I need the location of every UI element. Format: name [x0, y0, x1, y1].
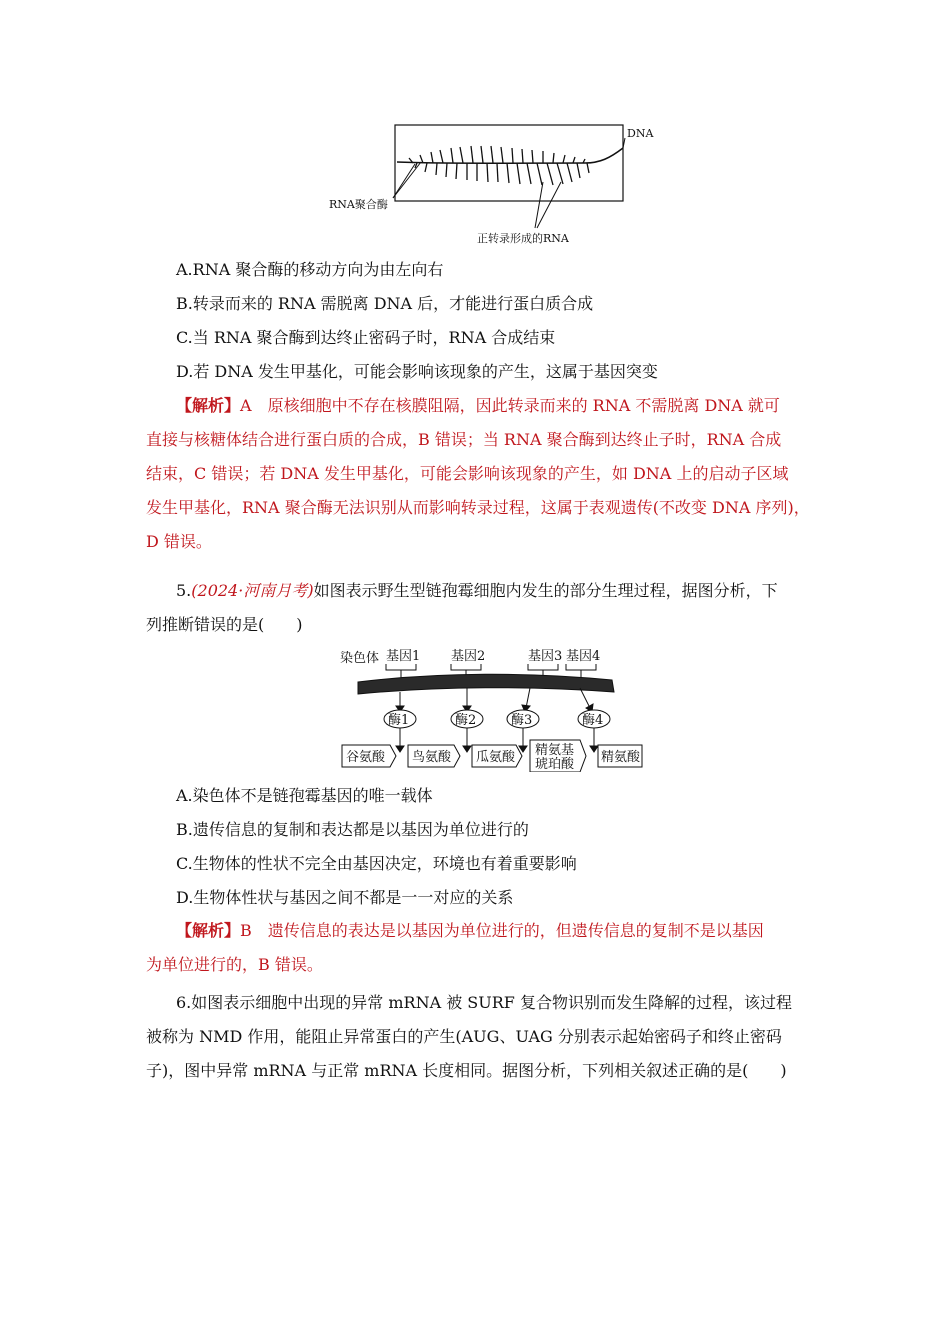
q6-line: 6.如图表示细胞中出现的异常 mRNA 被 SURF 复合物识别而发生降解的过程，该过程 — [176, 993, 792, 1012]
rna-label: 正转录形成的RNA — [477, 232, 569, 245]
q5-stem — [146, 574, 814, 642]
analysis-tag: 【解析】 — [176, 396, 241, 415]
q4-option-b: B.转录而来的 RNA 需脱离 DNA 后，才能进行蛋白质合成 — [176, 294, 594, 313]
q5-option-d: D.生物体性状与基因之间不都是一一对应的关系 — [176, 888, 514, 907]
analysis-line: 直接与核糖体结合进行蛋白质的合成，B 错误；当 RNA 聚合酶到达终止子时，RNA 合成 — [146, 430, 782, 449]
q5-option-c: C.生物体的性状不完全由基因决定，环境也有着重要影响 — [176, 854, 577, 873]
q6-line: 子)，图中异常 mRNA 与正常 mRNA 长度相同。据图分析，下列相关叙述正确的是( ) — [146, 1061, 787, 1080]
q4-option-d: D.若 DNA 发生甲基化，可能会影响该现象的产生，这属于基因突变 — [176, 362, 658, 381]
enzyme-label: 酶2 — [455, 713, 477, 728]
product-label: 鸟氨酸 — [412, 750, 452, 765]
product-label: 瓜氨酸 — [476, 750, 516, 765]
gene-label: 基因3 — [528, 649, 563, 664]
analysis-answer: A — [240, 396, 252, 415]
gene-label: 基因2 — [451, 649, 486, 664]
q4-analysis — [146, 389, 814, 559]
product-label: 琥珀酸 — [535, 757, 575, 772]
q5-analysis — [146, 914, 814, 982]
analysis-line: D 错误。 — [146, 532, 212, 551]
q5-source: (2024·河南月考) — [191, 581, 314, 600]
gene-pathway-figure — [330, 642, 650, 772]
product-label: 精氨基 — [535, 743, 575, 758]
q4-option-a: A.RNA 聚合酶的移动方向为由左向右 — [176, 260, 444, 279]
q6-stem — [146, 986, 814, 1088]
analysis-line: 原核细胞中不存在核膜阻隔，因此转录而来的 RNA 不需脱离 DNA 就可 — [267, 396, 780, 415]
product-label: 精氨酸 — [601, 750, 641, 765]
analysis-tag: 【解析】 — [176, 921, 241, 940]
analysis-line: 发生甲基化，RNA 聚合酶无法识别从而影响转录过程，这属于表观遗传(不改变 DNA 序列)， — [146, 498, 810, 517]
gene-label: 基因1 — [386, 649, 421, 664]
q5-stem-line1: 如图表示野生型链孢霉细胞内发生的部分生理过程，据图分析，下 — [313, 581, 778, 600]
gene-enzyme-arrows — [396, 688, 593, 712]
transcription-figure — [325, 118, 655, 248]
analysis-answer: B — [240, 921, 252, 940]
chromosome-label: 染色体 — [340, 651, 380, 666]
q4-option-c: C.当 RNA 聚合酶到达终止密码子时，RNA 合成结束 — [176, 328, 556, 347]
enzyme-label: 酶4 — [582, 713, 604, 728]
analysis-line: 结束，C 错误；若 DNA 发生甲基化，可能会影响该现象的产生，如 DNA 上的启动子区域 — [146, 464, 789, 483]
analysis-line: 为单位进行的，B 错误。 — [146, 955, 323, 974]
enzyme-label: 酶1 — [388, 713, 410, 728]
rna-polymerase-label: RNA聚合酶 — [329, 198, 388, 211]
q5-option-a: A.染色体不是链孢霉基因的唯一载体 — [176, 786, 433, 805]
q5-option-b: B.遗传信息的复制和表达都是以基因为单位进行的 — [176, 820, 529, 839]
q6-line: 被称为 NMD 作用，能阻止异常蛋白的产生(AUG、UAG 分别表示起始密码子和终止密码 — [146, 1027, 782, 1046]
dna-label: DNA — [627, 127, 654, 140]
analysis-line: 遗传信息的表达是以基因为单位进行的，但遗传信息的复制不是以基因 — [267, 921, 764, 940]
product-label: 谷氨酸 — [346, 750, 386, 765]
q5-stem-line2: 列推断错误的是( ) — [146, 615, 303, 634]
chromosome-bar — [358, 674, 614, 694]
enzyme-ellipses — [384, 710, 610, 728]
q5-number: 5. — [176, 581, 192, 600]
gene-label: 基因4 — [566, 649, 601, 664]
enzyme-label: 酶3 — [511, 713, 533, 728]
